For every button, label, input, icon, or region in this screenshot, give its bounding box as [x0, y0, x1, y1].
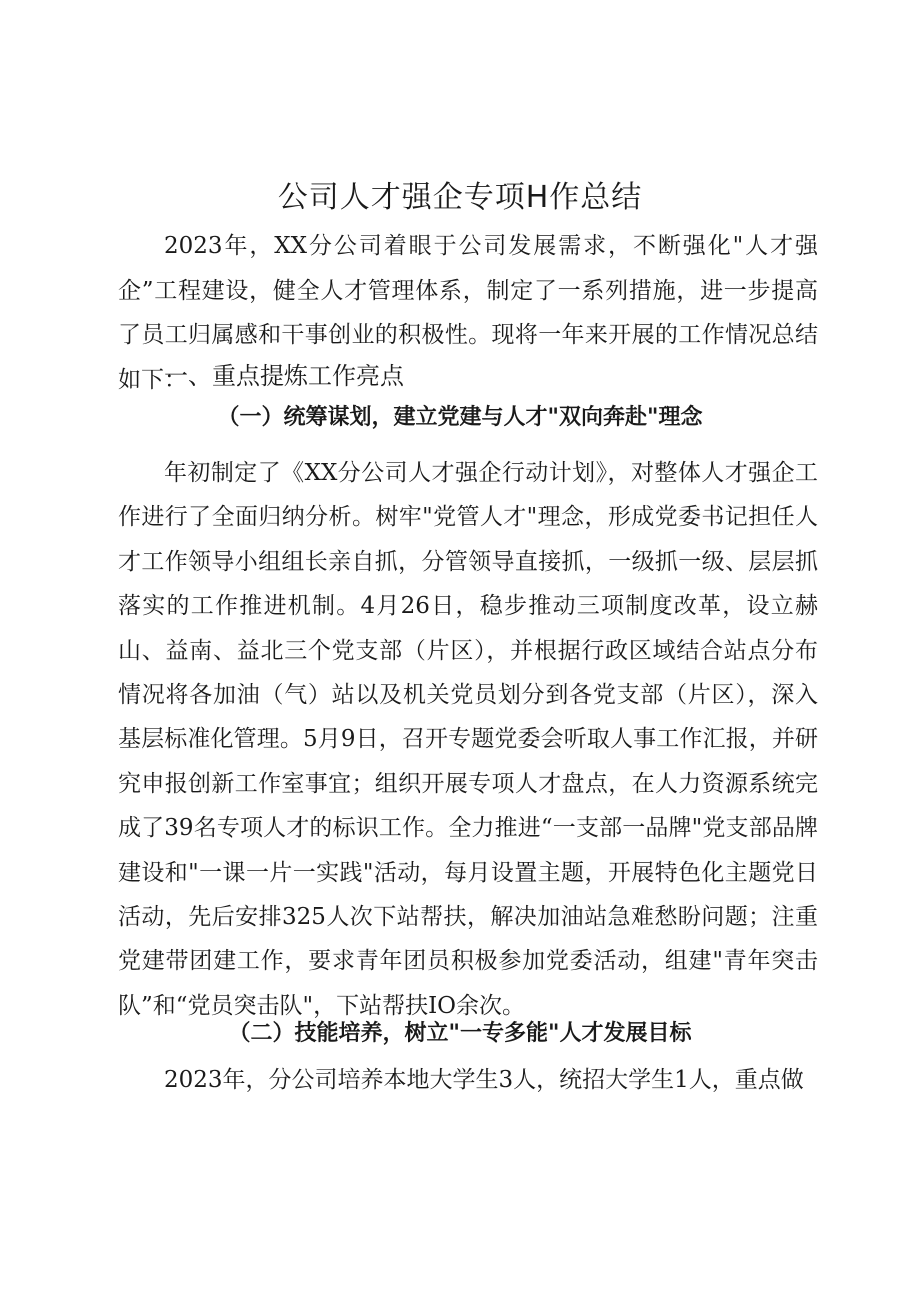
intro-paragraph: 2023年，XX分公司着眼于公司发展需求，不断强化"人才强企”工程建设，健全人才管理体系，制定了一系列措施，进一步提高了员工归属感和干事创业的积极性。现将一年来开展的工作情况总结如下： — [118, 233, 818, 394]
subsection-2-paragraph: 2023年，分公司培养本地大学生3人，统招大学生1人，重点做 — [164, 1067, 804, 1093]
subsection-1-paragraph: 年初制定了《XX分公司人才强企行动计划》，对整体人才强企工作进行了全面归纳分析。树牢"党管人才"理念，形成党委书记担任人才工作领导小组组长亲自抓，分管领导直接抓，一级抓一级、层层抓落实的工作推进机制。4月26日，稳步推动三项制度改革，设立赫山、益南、益北三个党支部（片区），并根据行政区域结合站点分布情况将各加油（气）站以及机关党员划分到各党支部（片区），深入基层标准化管理。5月9日，召开专题党委会听取人事工作汇报，并研究申报创新工作室事宜；组织开展专项人才盘点，在人力资源系统完成了39名专项人才的标识工作。全力推进“一支部一品牌"党支部品牌建设和"一课一片一实践"活动，每月设置主题，开展特色化主题党日活动，先后安排325人次下站帮扶，解决加油站急难愁盼问题；注重党建带团建工作，要求青年团员积极参加党委活动，组建"青年突击队”和“党员突击队"，下站帮扶IO余次。 — [118, 460, 818, 1019]
document-title: 公司人才强企专项H作总结 — [277, 180, 643, 215]
section-heading: 一、重点提炼工作亮点 — [164, 362, 404, 390]
subsection-heading-1: （一）统筹谋划，建立党建与人才"双向奔赴"理念 — [217, 404, 703, 430]
subsection-heading-2: （二）技能培养，树立"一专多能"人才发展目标 — [228, 1020, 692, 1046]
